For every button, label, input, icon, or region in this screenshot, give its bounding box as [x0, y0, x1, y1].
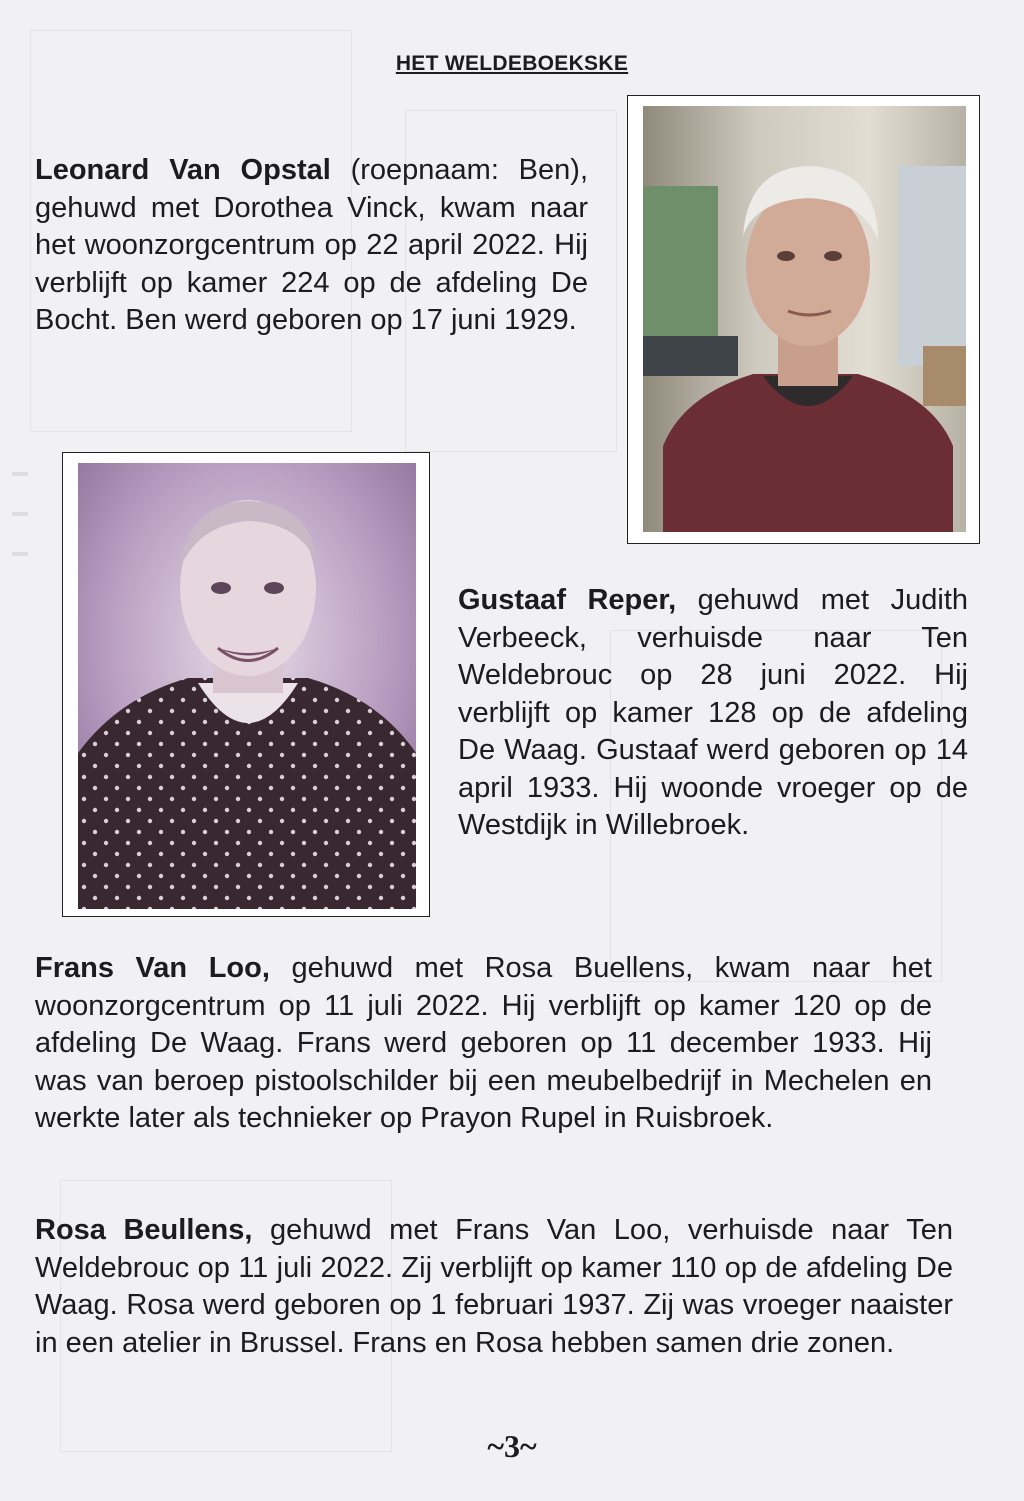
show-through-glyphs: [12, 462, 30, 582]
entry-name: Frans Van Loo,: [35, 952, 270, 984]
portrait-photo-leonard: [643, 106, 966, 532]
entry-text: gehuwd met Judith Verbeeck, verhuisde naar Ten Weldebrouc op 28 juni 2022. Hij verblijft op kamer 128 op de afdeling De Waag. Gustaaf werd geboren op 14 april 1933. Hij woonde vroeger op de Westdijk in Willebroek.: [458, 584, 969, 841]
photo-frame-gustaaf: [62, 452, 430, 917]
entry-text: gehuwd met Frans Van Loo, verhuisde naar Ten Weldebrouc op 11 juli 2022. Zij verblijft op kamer 110 op de afdeling De Waag. Rosa werd geboren op 1 februari 1937. Zij was vroeger naaister in een atelier in Brussel. Frans en Rosa hebben samen drie zonen.: [35, 1214, 953, 1359]
portrait-image: [643, 106, 966, 532]
portrait-image: [78, 463, 416, 909]
entry-name: Gustaaf Reper,: [458, 584, 677, 616]
entry-rosa: [35, 1212, 953, 1362]
entry-text: gehuwd met Rosa Buellens, kwam naar het woonzorgcentrum op 11 juli 2022. Hij verblijft op kamer 120 op de afdeling De Waag. Frans werd geboren op 11 december 1933. Hij was van beroep pistoolschilder bij een meubelbedrijf in Mechelen en werkte later als technieker op Prayon Rupel in Ruisbroek.: [35, 952, 932, 1134]
entry-name: Leonard Van Opstal: [35, 154, 331, 186]
photo-frame-leonard: [627, 95, 980, 544]
page-header: HET WELDEBOEKSKE: [395, 52, 629, 75]
entry-gustaaf: [458, 582, 968, 845]
page-number: ~3~: [487, 1428, 537, 1464]
show-through-lines: [12, 462, 30, 592]
portrait-photo-gustaaf: [78, 463, 416, 909]
entry-frans: [35, 950, 932, 1138]
entry-leonard: [35, 152, 588, 340]
entry-name: Rosa Beullens,: [35, 1214, 253, 1246]
entry-text: (roepnaam: Ben), gehuwd met Dorothea Vinck, kwam naar het woonzorgcentrum op 22 april 2022. Hij verblijft op kamer 224 op de afdeling De Bocht. Ben werd geboren op 17 juni 1929.: [35, 154, 589, 336]
